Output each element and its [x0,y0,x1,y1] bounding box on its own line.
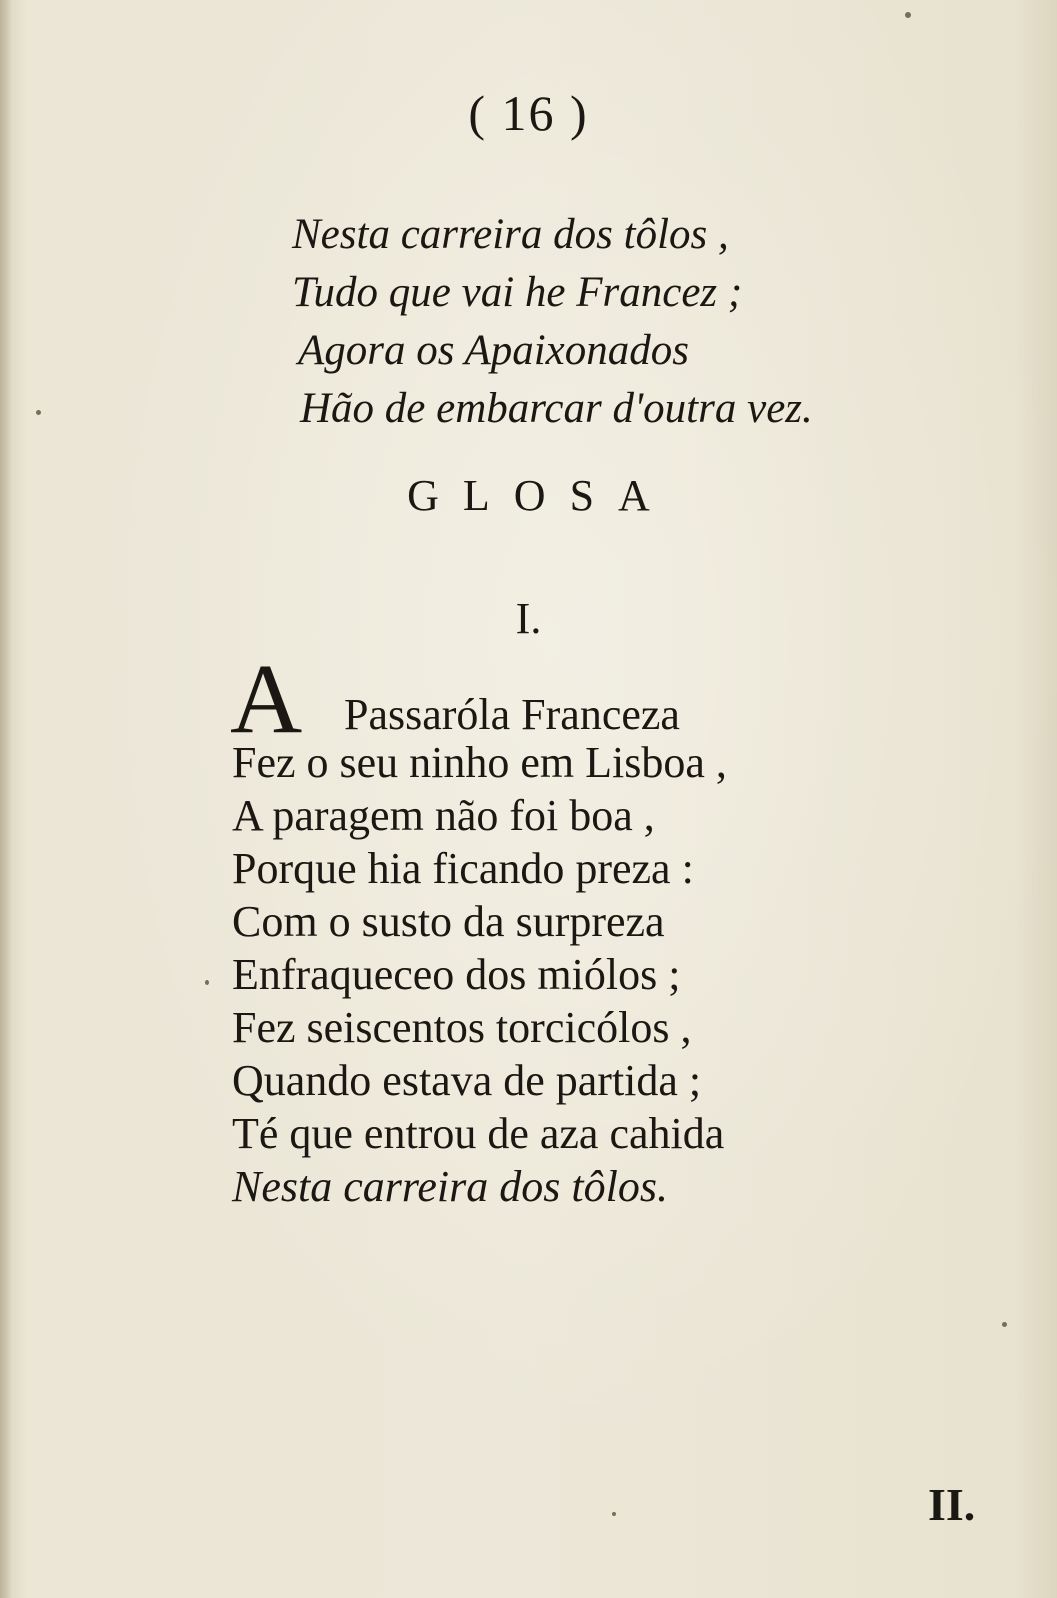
poem-stanza [230,643,952,1213]
catchword: II. [928,1479,976,1530]
poem-line: A paragem não foi boa , [232,791,655,840]
poem-last-line: Nesta carreira dos tôlos. [232,1162,668,1211]
poem-line: Quando estava de partida ; [232,1056,702,1105]
poem-line: Fez seiscentos torcicólos , [232,1003,692,1052]
poem-line: Porque hia ficando preza : [232,844,694,893]
drop-cap: A [230,643,303,754]
poem-line: Enfraqueceo dos miólos ; [232,950,681,999]
poem-line: Fez o seu ninho em Lisboa , [232,738,727,787]
motto-verse [292,206,932,438]
poem-line: Com o susto da surpreza [232,897,665,946]
page-gutter-shadow [0,0,12,1598]
section-title: GLOSA [407,471,674,520]
poem-line: Passaróla Franceza [344,690,680,739]
stanza-number: I. [515,594,542,643]
paper-speck [612,1512,616,1516]
paper-speck [1002,1322,1007,1327]
page-number: ( 16 ) [468,85,589,141]
poem-first-line [230,643,952,754]
motto-line: Hão de embarcar d'outra vez. [300,385,813,432]
paper-speck [36,410,41,415]
poem-line: Té que entrou de aza cahida [232,1109,725,1158]
motto-line: Nesta carreira dos tôlos , [292,211,729,258]
paper-speck [905,12,911,18]
motto-line: Agora os Apaixonados [298,327,689,374]
motto-line: Tudo que vai he Francez ; [292,269,743,316]
paper-speck [205,980,209,985]
